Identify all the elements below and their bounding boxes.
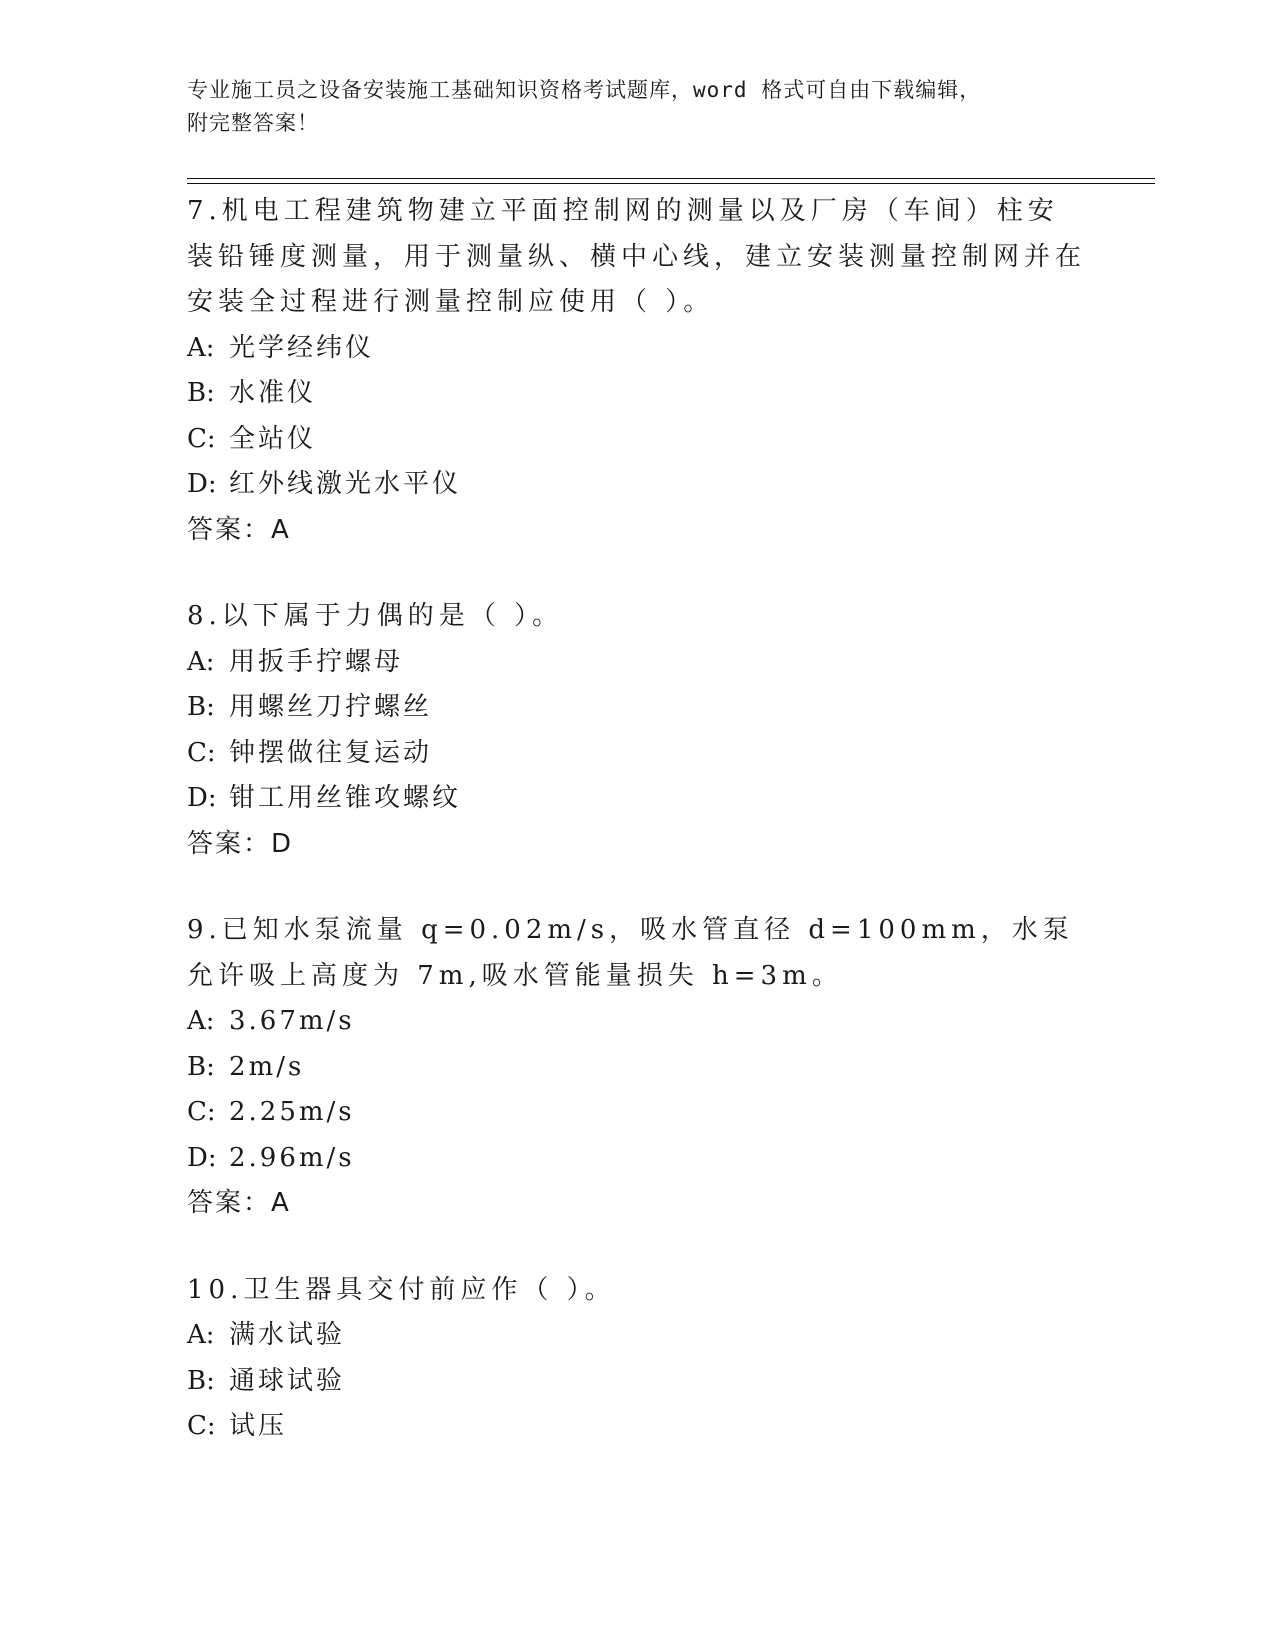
option-d xyxy=(187,776,1087,822)
option-text: 光学经纬仪 xyxy=(229,332,375,363)
header-divider-top xyxy=(187,178,1155,179)
header-line-2: 附完整答案！ xyxy=(187,111,319,135)
answer-line: 答案：D xyxy=(187,828,294,859)
option-text: 用螺丝刀拧螺丝 xyxy=(229,692,433,722)
option-key: C: xyxy=(187,1097,216,1127)
option-d xyxy=(187,462,1087,508)
question-stem: 9.已知水泵流量 q=0.02m/s，吸水管直径 d=100mm，水泵允许吸上高度为 7m,吸水管能量损失 h=3m。 xyxy=(187,915,1074,991)
document-header xyxy=(187,74,1067,140)
option-text: 用扳手拧螺母 xyxy=(229,646,404,677)
option-text: 3.67m/s xyxy=(229,1006,355,1036)
option-text: 试压 xyxy=(229,1411,288,1441)
option-key: C: xyxy=(187,1411,216,1441)
option-text: 满水试验 xyxy=(229,1320,346,1350)
header-divider-bottom xyxy=(187,183,1155,184)
question-7 xyxy=(187,189,1087,553)
option-list xyxy=(187,999,1087,1181)
question-8 xyxy=(187,594,1087,867)
option-key: D: xyxy=(187,783,217,813)
option-list xyxy=(187,1313,1087,1450)
question-9 xyxy=(187,908,1087,1227)
option-key: C: xyxy=(187,737,216,768)
option-key: C: xyxy=(187,423,216,454)
option-list xyxy=(187,640,1087,822)
option-b xyxy=(187,371,1087,417)
option-a xyxy=(187,1313,1087,1359)
option-c xyxy=(187,1090,1087,1136)
answer-line: 答案：A xyxy=(187,514,291,545)
header-line-1: 专业施工员之设备安装施工基础知识资格考试题库，word 格式可自由下载编辑， xyxy=(187,78,982,102)
option-key: D: xyxy=(187,1142,217,1173)
option-text: 2.25m/s xyxy=(229,1097,355,1127)
question-stem: 8.以下属于力偶的是（ ）。 xyxy=(187,601,564,631)
option-key: B: xyxy=(187,1051,215,1082)
option-d xyxy=(187,1136,1087,1182)
question-stem: 7.机电工程建筑物建立平面控制网的测量以及厂房（车间）柱安装铅锤度测量，用于测量纵、横中心线，建立安装测量控制网并在安装全过程进行测量控制应使用（ ）。 xyxy=(187,196,1087,317)
option-key: B: xyxy=(187,692,215,722)
option-text: 水准仪 xyxy=(229,378,317,408)
option-text: 红外线激光水平仪 xyxy=(229,469,462,499)
option-list xyxy=(187,326,1087,508)
question-list xyxy=(187,189,1087,1491)
option-key: D: xyxy=(187,469,217,499)
option-text: 钳工用丝锥攻螺纹 xyxy=(229,783,462,813)
option-key: A: xyxy=(187,646,215,677)
option-text: 全站仪 xyxy=(229,423,317,454)
option-a xyxy=(187,640,1087,686)
option-key: A: xyxy=(187,1006,215,1036)
answer-line: 答案：A xyxy=(187,1188,291,1218)
option-c xyxy=(187,731,1087,777)
question-stem: 10.卫生器具交付前应作（ ）。 xyxy=(187,1274,616,1305)
option-text: 2m/s xyxy=(229,1051,305,1082)
option-text: 2.96m/s xyxy=(229,1142,355,1173)
option-key: A: xyxy=(187,332,215,363)
option-b xyxy=(187,1359,1087,1405)
option-c xyxy=(187,1404,1087,1450)
option-key: B: xyxy=(187,1365,215,1396)
option-c xyxy=(187,417,1087,463)
option-key: B: xyxy=(187,378,215,408)
question-10 xyxy=(187,1268,1087,1450)
option-b xyxy=(187,685,1087,731)
option-text: 通球试验 xyxy=(229,1365,346,1396)
option-key: A: xyxy=(187,1320,215,1350)
option-b xyxy=(187,1045,1087,1091)
option-text: 钟摆做往复运动 xyxy=(229,737,433,768)
option-a xyxy=(187,999,1087,1045)
option-a xyxy=(187,326,1087,372)
